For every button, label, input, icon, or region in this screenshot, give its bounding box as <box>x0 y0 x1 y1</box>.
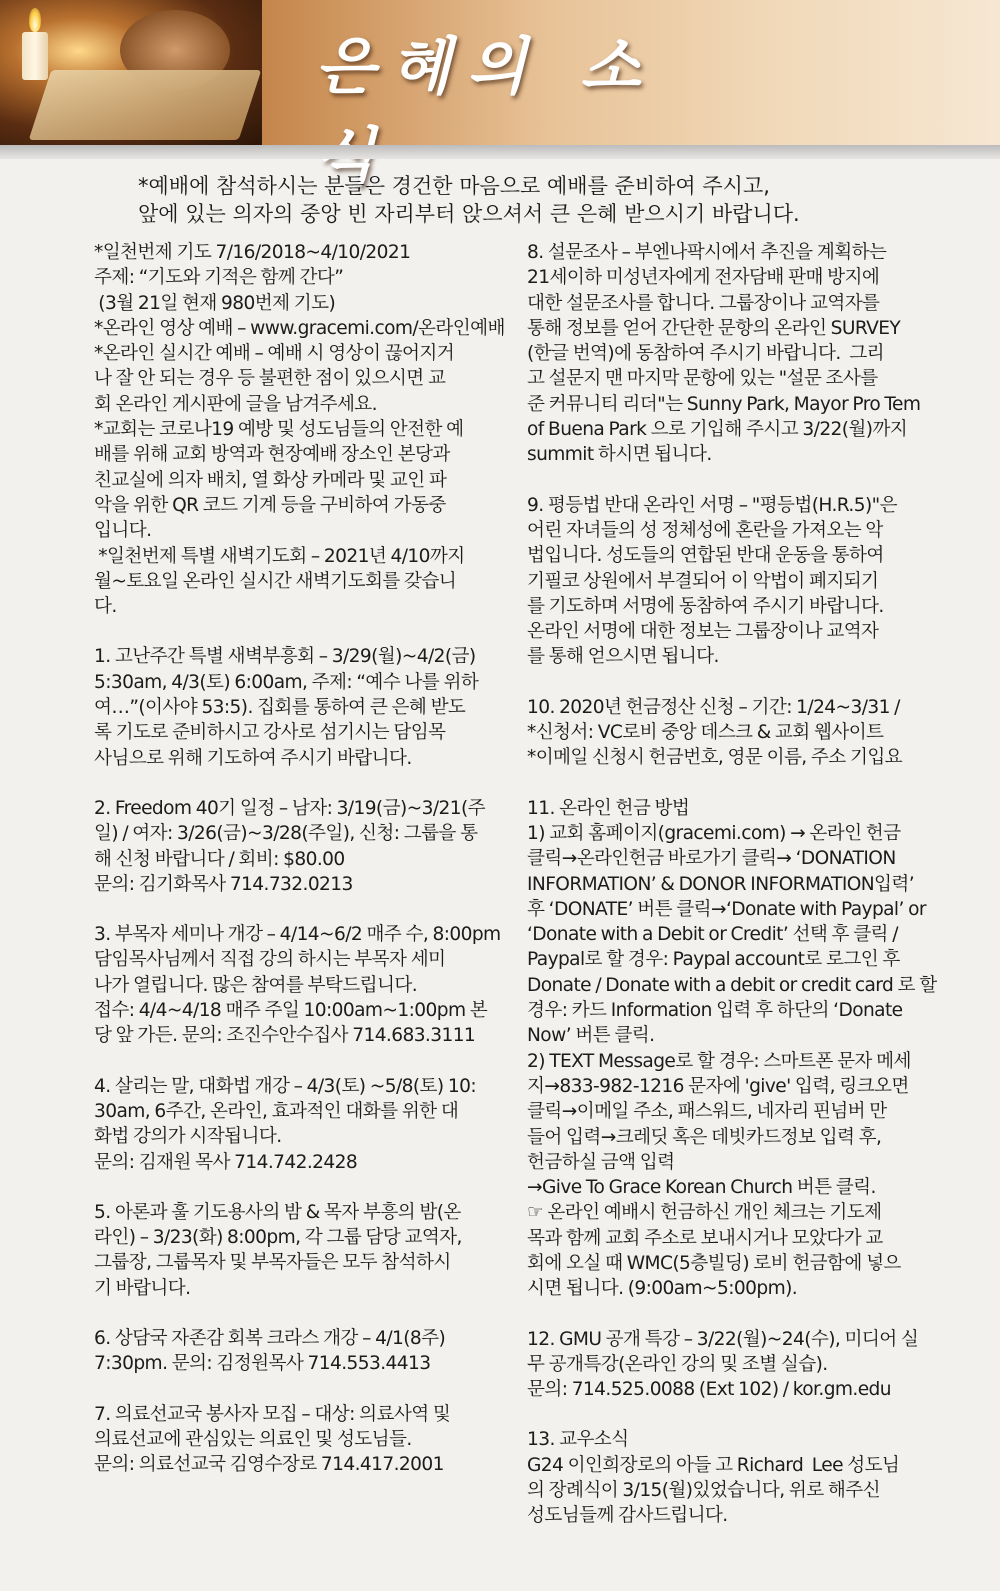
announcement-line: 클릭→이메일 주소, 패스워드, 네자리 핀넘버 만 <box>527 1101 887 1123</box>
announcement-line: 당 앞 가든. 문의: 조진수안수집사 714.683.3111 <box>94 1025 476 1047</box>
announcement-line: 2) TEXT Message로 할 경우: 스마트폰 문자 메세 <box>527 1050 911 1072</box>
announcement-line: 경우: 카드 Information 입력 후 하단의 ‘Donate <box>527 1000 903 1022</box>
announcement-line: INFORMATION’ & DONOR INFORMATION입력’ <box>527 873 915 895</box>
announcement-line: 12. GMU 공개 특강 – 3/22(월)~24(수), 미디어 실 <box>527 1328 919 1350</box>
announcement-line: 접수: 4/4~4/18 매주 주일 10:00am~1:00pm 본 <box>94 1000 488 1022</box>
announcement-line: 5. 아론과 훌 기도용사의 밤 & 목자 부흥의 밤(온 <box>94 1201 461 1223</box>
announcement-line: *온라인 영상 예배 – www.gracemi.com/온라인예배 <box>94 317 505 339</box>
candle-bible-photo <box>0 0 262 145</box>
announcement-line: Paypal로 할 경우: Paypal account로 로그인 후 <box>527 949 900 971</box>
announcement-line: Now’ 버튼 클릭. <box>527 1025 655 1047</box>
announcement-line: 일) / 여자: 3/26(금)~3/28(주일), 신청: 그룹을 통 <box>94 823 478 845</box>
paragraph-gap <box>527 1302 947 1327</box>
announcement-line: 의 장례식이 3/15(월)있었습니다, 위로 해주신 <box>527 1480 881 1502</box>
announcement-line: (한글 번역)에 동참하여 주시기 바랍니다. 그리 <box>527 343 884 365</box>
announcement-line: 대한 설문조사를 합니다. 그룹장이나 교역자를 <box>527 292 880 314</box>
announcement-line: 7:30pm. 문의: 김정원목사 714.553.4413 <box>94 1353 431 1375</box>
announcement-line: 30am, 6주간, 온라인, 효과적인 대화를 위한 대 <box>94 1100 459 1122</box>
announcement-line: 화법 강의가 시작됩니다. <box>94 1126 282 1148</box>
announcement-item <box>94 240 514 619</box>
announcement-line: 13. 교우소식 <box>527 1429 629 1451</box>
announcement-item <box>527 1427 947 1528</box>
announcement-line: →Give To Grace Korean Church 버튼 클릭. <box>527 1177 876 1199</box>
paragraph-gap <box>94 1175 514 1200</box>
announcement-line: 10. 2020년 헌금정산 신청 – 기간: 1/24~3/31 / <box>527 696 900 718</box>
announcement-line: 문의: 의료선교국 김영수장로 714.417.2001 <box>94 1454 444 1476</box>
paragraph-gap <box>527 670 947 695</box>
announcement-line: 7. 의료선교국 봉사자 모집 – 대상: 의료사역 및 <box>94 1403 451 1425</box>
announcement-line: 11. 온라인 헌금 방법 <box>527 797 690 819</box>
announcement-line: 배를 위해 교회 방역과 현장예배 장소인 본당과 <box>94 444 450 466</box>
announcement-line: 의료선교에 관심있는 의료인 및 성도님들. <box>94 1428 412 1450</box>
announcement-line: Donate / Donate with a debit or credit card 로 할 <box>527 974 937 996</box>
page-title: 은혜의 소 <box>315 30 657 103</box>
announcement-line: 법입니다. 성도들의 연합된 반대 운동을 통하여 <box>527 545 884 567</box>
announcement-item <box>94 796 514 897</box>
announcement-line: 준 커뮤니티 리더"는 Sunny Park, Mayor Pro Tem <box>527 393 921 415</box>
announcement-item <box>94 1200 514 1301</box>
announcement-line: 온라인 서명에 대한 정보는 그룹장이나 교역자 <box>527 621 879 643</box>
intro-line: *예배에 참석하시는 분들은 경건한 마음으로 예배를 준비하여 주시고, <box>138 174 770 198</box>
header-divider <box>0 145 1000 159</box>
announcement-line: 2. Freedom 40기 일정 – 남자: 3/19(금)~3/21(주 <box>94 797 485 819</box>
announcement-line: 문의: 김재원 목사 714.742.2428 <box>94 1151 358 1173</box>
announcement-line: *온라인 실시간 예배 – 예배 시 영상이 끊어지거 <box>94 343 455 365</box>
announcement-line: 1. 고난주간 특별 새벽부흥회 – 3/29(월)~4/2(금) <box>94 646 476 668</box>
announcement-item <box>527 796 947 1302</box>
announcement-item <box>527 493 947 670</box>
announcement-line: 해 신청 바랍니다 / 회비: $80.00 <box>94 848 345 870</box>
intro-line: 앞에 있는 의자의 중앙 빈 자리부터 앉으셔서 큰 은혜 받으시기 바랍니다. <box>138 202 800 226</box>
announcement-line: 나가 열립니다. 많은 참여를 부탁드립니다. <box>94 974 418 996</box>
announcement-line: 담임목사님께서 직접 강의 하시는 부목자 세미 <box>94 949 446 971</box>
paragraph-gap <box>527 1402 947 1427</box>
announcement-line: (3월 21일 현재 980번제 기도) <box>94 292 336 314</box>
announcement-line: summit 하시면 됩니다. <box>527 444 712 466</box>
candle-image <box>22 32 48 80</box>
announcement-line: 5:30am, 4/3(토) 6:00am, 주제: “예수 나를 위하 <box>94 671 479 693</box>
announcement-line: 고 설문지 맨 마지막 문항에 있는 "설문 조사를 <box>527 368 878 390</box>
announcement-line: 여…”(이사야 53:5). 집회를 통하여 큰 은혜 받도 <box>94 697 466 719</box>
announcement-line: 다. <box>94 596 117 618</box>
paragraph-gap <box>94 1049 514 1074</box>
announcement-item <box>94 1326 514 1377</box>
paragraph-gap <box>94 771 514 796</box>
announcement-item <box>94 644 514 770</box>
announcement-line: 입니다. <box>94 520 152 542</box>
announcement-line: 8. 설문조사 – 부엔나팍시에서 추진을 계획하는 <box>527 242 887 263</box>
paragraph-gap <box>94 1301 514 1326</box>
announcement-line: 무 공개특강(온라인 강의 및 조별 실습). <box>527 1353 828 1375</box>
intro-notice <box>138 172 918 228</box>
announcement-line: 통해 정보를 얻어 간단한 문항의 온라인 SURVEY <box>527 317 901 339</box>
announcement-line: of Buena Park 으로 기입해 주시고 3/22(월)까지 <box>527 419 908 441</box>
paragraph-gap <box>94 1377 514 1402</box>
open-bible-image <box>29 70 262 140</box>
announcement-line: 어린 자녀들의 성 정체성에 혼란을 가져오는 악 <box>527 519 883 541</box>
announcement-line: 1) 교회 홈페이지(gracemi.com) → 온라인 헌금 <box>527 822 901 844</box>
announcement-line: 헌금하실 금액 입력 <box>527 1151 675 1173</box>
announcement-line: 3. 부목자 세미나 개강 – 4/14~6/2 매주 수, 8:00pm <box>94 924 501 946</box>
paragraph-gap <box>94 619 514 644</box>
announcement-item <box>94 1402 514 1478</box>
announcement-line: 악을 위한 QR 코드 기계 등을 구비하여 가동중 <box>94 494 446 516</box>
announcement-line: *일천번제 특별 새벽기도회 – 2021년 4/10까지 <box>94 545 465 567</box>
announcement-line: 4. 살리는 말, 대화법 개강 – 4/3(토) ~5/8(토) 10: <box>94 1075 476 1097</box>
header-banner <box>0 0 1000 145</box>
paragraph-gap <box>527 468 947 493</box>
announcement-line: 클릭→온라인헌금 바로가기 클릭→ ‘DONATION <box>527 848 896 870</box>
announcement-line: 시면 됩니다. (9:00am~5:00pm). <box>527 1278 798 1300</box>
left-column <box>94 240 514 1477</box>
announcement-line: 기필코 상원에서 부결되어 이 악법이 폐지되기 <box>527 570 879 592</box>
announcement-line: 나 잘 안 되는 경우 등 불편한 점이 있으시면 교 <box>94 368 446 390</box>
announcement-line: 월~토요일 온라인 실시간 새벽기도회를 갖습니 <box>94 570 457 592</box>
announcement-item <box>94 1074 514 1175</box>
announcement-line: 주제: “기도와 기적은 함께 간다” <box>94 267 344 289</box>
announcement-line: 기 바랍니다. <box>94 1277 191 1299</box>
announcement-line: 21세이하 미성년자에게 전자담배 판매 방지에 <box>527 267 880 289</box>
announcement-line: 6. 상담국 자존감 회복 크라스 개강 – 4/1(8주) <box>94 1327 446 1349</box>
announcement-line: *이메일 신청시 헌금번호, 영문 이름, 주소 기입요 <box>527 747 903 769</box>
announcement-line: 후 ‘DONATE’ 버튼 클릭→‘Donate with Paypal’ or <box>527 898 926 920</box>
announcement-line: 라인) – 3/23(화) 8:00pm, 각 그룹 담당 교역자, <box>94 1227 462 1249</box>
announcement-line: 사님으로 위해 기도하여 주시기 바랍니다. <box>94 747 412 769</box>
announcement-item <box>527 695 947 771</box>
announcement-line: *일천번제 기도 7/16/2018~4/10/2021 <box>94 242 411 263</box>
announcement-line: 회 온라인 게시판에 글을 남겨주세요. <box>94 393 377 415</box>
announcement-line: 들어 입력→크레딧 혹은 데빗카드정보 입력 후, <box>527 1126 882 1148</box>
announcement-line: 지→833-982-1216 문자에 'give' 입력, 링크오면 <box>527 1075 909 1097</box>
announcement-line: *신청서: VC로비 중앙 데스크 & 교회 웹사이트 <box>527 722 884 744</box>
announcement-line: G24 이인희장로의 아들 고 Richard Lee 성도님 <box>527 1454 900 1476</box>
announcement-line: ☞ 온라인 예배시 헌금하신 개인 체크는 기도제 <box>527 1202 882 1224</box>
announcement-item <box>94 922 514 1048</box>
announcement-line: 록 기도로 준비하시고 강사로 섬기시는 담임목 <box>94 722 446 744</box>
announcement-line: 를 기도하며 서명에 동참하여 주시기 바랍니다. <box>527 595 884 617</box>
announcement-item <box>527 1327 947 1403</box>
announcement-line: 성도님들께 감사드립니다. <box>527 1505 728 1527</box>
announcement-line: 문의: 김기화목사 714.732.0213 <box>94 873 353 895</box>
announcement-line: 그룹장, 그룹목자 및 부목자들은 모두 참석하시 <box>94 1252 451 1274</box>
announcement-line: ‘Donate with a Debit or Credit’ 선택 후 클릭 / <box>527 924 898 946</box>
right-column <box>527 240 947 1529</box>
announcement-line: 회에 오실 때 WMC(5층빌딩) 로비 헌금함에 넣으 <box>527 1252 901 1274</box>
announcement-item <box>527 240 947 468</box>
announcement-line: 9. 평등법 반대 온라인 서명 – "평등법(H.R.5)"은 <box>527 494 897 516</box>
candle-flame-icon <box>29 8 41 32</box>
paragraph-gap <box>94 897 514 922</box>
announcement-line: 목과 함께 교회 주소로 보내시거나 모았다가 교 <box>527 1227 883 1249</box>
announcement-line: 친교실에 의자 배치, 열 화상 카메라 및 교인 파 <box>94 469 447 491</box>
announcement-line: *교회는 코로나19 예방 및 성도님들의 안전한 예 <box>94 419 464 441</box>
announcement-line: 를 통해 얻으시면 됩니다. <box>527 646 719 668</box>
paragraph-gap <box>527 771 947 796</box>
announcement-line: 문의: 714.525.0088 (Ext 102) / kor.gm.edu <box>527 1379 891 1401</box>
